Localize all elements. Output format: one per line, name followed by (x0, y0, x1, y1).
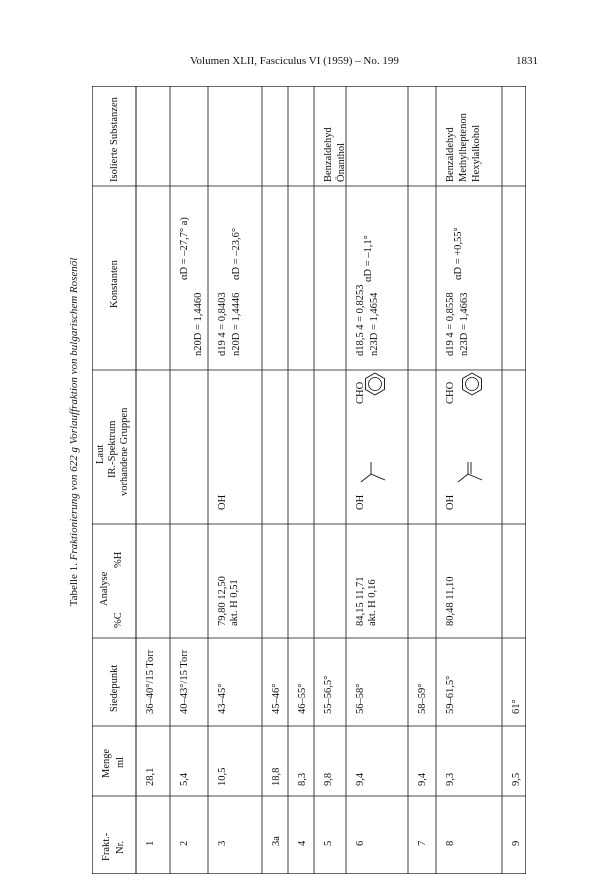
table-caption (68, 152, 84, 712)
row-analyse: 84,15 11,71 (355, 576, 366, 626)
header-analyse: Analyse (99, 571, 110, 606)
row-frakt-nr: 3a (271, 836, 282, 846)
page-number: 1831 (516, 55, 538, 67)
row-menge: 9,5 (511, 772, 522, 786)
row-siedepunkt: 56–58° (355, 683, 366, 714)
row-isoliert-2: Methylheptenon (458, 113, 469, 182)
row-konstante-1: αD = –27,7° a) (179, 217, 190, 280)
row-ir-cho: CHO (355, 381, 366, 404)
header-frakt: Frakt.- (101, 832, 112, 861)
row-isoliert-1: Benzaldehyd (323, 127, 334, 182)
row-menge: 5,4 (179, 772, 190, 786)
header-ir-laut: Laut (95, 444, 106, 464)
row-menge: 8,3 (297, 772, 308, 786)
row-frakt-nr: 8 (445, 840, 456, 846)
row-frakt-nr: 4 (297, 840, 308, 846)
row-frakt-nr: 5 (323, 840, 334, 846)
row-ir-oh: OH (217, 494, 228, 510)
journal-info: Volumen XLII, Fasciculus VI (1959) – No. 199 (190, 55, 399, 67)
header-analyse-h: %H (113, 551, 124, 568)
header-isolierte: Isolierte Substanzen (109, 97, 120, 182)
alkyl-chain-icon (361, 462, 385, 482)
row-analyse: 79,80 12,50 (217, 576, 228, 626)
fraction-table (92, 86, 526, 874)
row-konstante-2: n23D = 1,4663 (459, 292, 470, 356)
table-grid (92, 86, 526, 874)
benzene-ring-icon (366, 373, 385, 395)
header-frakt-nr: Nr. (115, 840, 126, 854)
row-isoliert-2: Önanthol (336, 142, 347, 182)
row-konstante-1: d18,5 4 = 0,8253 (355, 284, 366, 356)
row-konstante-2: n20D = 1,4460 (193, 292, 204, 356)
row-isoliert-1: Benzaldehyd (445, 127, 456, 182)
benzene-ring-icon (463, 373, 482, 395)
row-analyse: 80,48 11,10 (445, 576, 456, 626)
row-menge: 18,8 (271, 767, 282, 786)
row-siedepunkt: 55–56,5° (323, 675, 334, 714)
row-siedepunkt: 43–45° (217, 683, 228, 714)
row-konstante-1: d19 4 = 0,8403 (217, 292, 228, 356)
row-analyse-akt-h: akt. H 0,16 (367, 579, 378, 626)
caption-label: Tabelle 1. (68, 563, 80, 607)
row-menge: 28,1 (145, 767, 156, 786)
row-frakt-nr: 2 (179, 840, 190, 846)
row-konstante-3: αD = –1,1° (363, 235, 374, 282)
header-siedepunkt: Siedepunkt (109, 664, 120, 712)
row-siedepunkt: 45–46° (271, 683, 282, 714)
row-konstante-2: n23D = 1,4654 (369, 292, 380, 356)
header-menge: Menge (101, 748, 112, 778)
row-frakt-nr: 9 (511, 840, 522, 846)
row-ir-cho: CHO (445, 381, 456, 404)
row-konstante-3: αD = –23,6° (231, 227, 242, 280)
row-siedepunkt: 36–40°/15 Torr (145, 649, 156, 714)
header-analyse-c: %C (113, 612, 124, 628)
caption-title: Fraktionierung von 622 g Vorlauffraktion von bulgarischem Rosenöl (68, 257, 80, 561)
row-siedepunkt: 46–55° (297, 683, 308, 714)
row-menge: 9,4 (355, 772, 366, 786)
row-ir-oh: OH (445, 494, 456, 510)
header-menge-ml: ml (115, 756, 126, 768)
row-frakt-nr: 1 (145, 840, 156, 846)
row-analyse-akt-h: akt. H 0,51 (229, 579, 240, 626)
row-menge: 9,4 (417, 772, 428, 786)
row-konstante-1: d19 4 = 0,8558 (445, 292, 456, 356)
row-ir-oh: OH (355, 494, 366, 510)
row-frakt-nr: 3 (217, 840, 228, 846)
row-siedepunkt: 61° (511, 699, 522, 714)
row-menge: 9,3 (445, 772, 456, 786)
row-siedepunkt: 59–61,5° (445, 675, 456, 714)
row-frakt-nr: 7 (417, 840, 428, 846)
alkyl-chain-icon (458, 462, 482, 482)
row-isoliert-3: Hexylalkohol (471, 124, 482, 182)
header-ir-gruppen: vorhandene Gruppen (119, 407, 130, 496)
row-menge: 9,8 (323, 772, 334, 786)
row-siedepunkt: 40–43°/15 Torr (179, 649, 190, 714)
row-menge: 10,5 (217, 767, 228, 786)
running-header (0, 55, 600, 71)
row-konstante-3: αD = +0,55° (453, 227, 464, 280)
row-siedepunkt: 58–59° (417, 683, 428, 714)
header-konstanten: Konstanten (109, 260, 120, 308)
row-konstante-2: n20D = 1,4446 (231, 292, 242, 356)
row-frakt-nr: 6 (355, 840, 366, 846)
header-ir-spektrum: IR.-Spektrum (107, 420, 118, 478)
